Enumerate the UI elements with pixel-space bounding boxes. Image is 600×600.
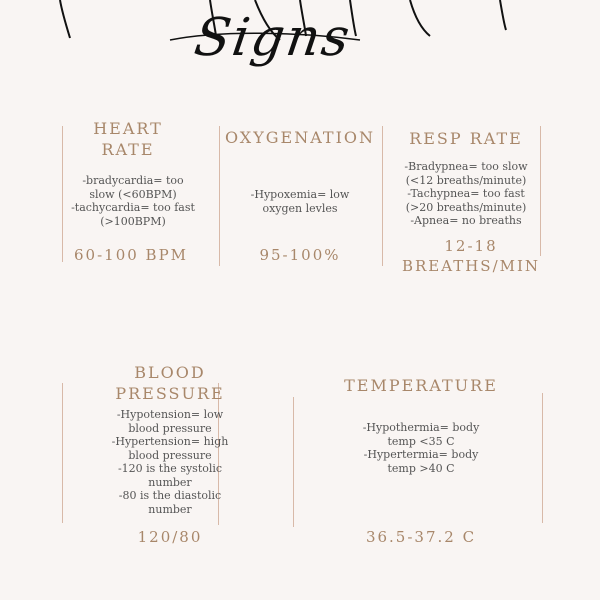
heart-rate-heading: HEART RATE: [93, 119, 163, 159]
page-subtitle: Signs: [190, 8, 355, 68]
card-resp-rate: [386, 128, 546, 149]
card-temperature: [316, 375, 526, 396]
temperature-description: -Hypothermia= body temp <35 C -Hypertermia= body temp >40 C: [362, 421, 480, 475]
divider-bp-left: [62, 383, 63, 523]
blood-pressure-value: 120/80: [137, 528, 203, 546]
heart-rate-value: 60-100 BPM: [74, 246, 189, 264]
resp-rate-description: -Bradypnea= too slow (<12 breaths/minute) -Tachypnea= too fast (>20 breaths/minute) -Apnea= no breaths: [404, 160, 528, 227]
temperature-value: 36.5-37.2 C: [365, 528, 477, 546]
card-heart-rate: [48, 118, 208, 160]
oxygenation-value: 95-100%: [259, 246, 341, 264]
resp-rate-heading: RESP RATE: [409, 129, 523, 148]
page-title: [0, 0, 600, 100]
card-blood-pressure: [85, 362, 255, 404]
divider-temp-right: [542, 393, 543, 523]
divider-temp-left: [293, 397, 294, 527]
blood-pressure-description: -Hypotension= low blood pressure -Hypertension= high blood pressure -120 is the systolic number -80 is the diastolic number: [111, 408, 229, 516]
blood-pressure-heading: BLOOD PRESSURE: [115, 363, 225, 403]
temperature-heading: TEMPERATURE: [344, 376, 498, 395]
oxygenation-heading: OXYGENATION: [224, 128, 376, 147]
card-oxygenation: [215, 127, 385, 148]
oxygenation-description: -Hypoxemia= low oxygen levles: [250, 188, 350, 215]
heart-rate-description: -bradycardia= too slow (<60BPM) -tachycardia= too fast (>100BPM): [71, 174, 195, 228]
resp-rate-value: 12-18 BREATHS/MIN: [401, 237, 541, 275]
